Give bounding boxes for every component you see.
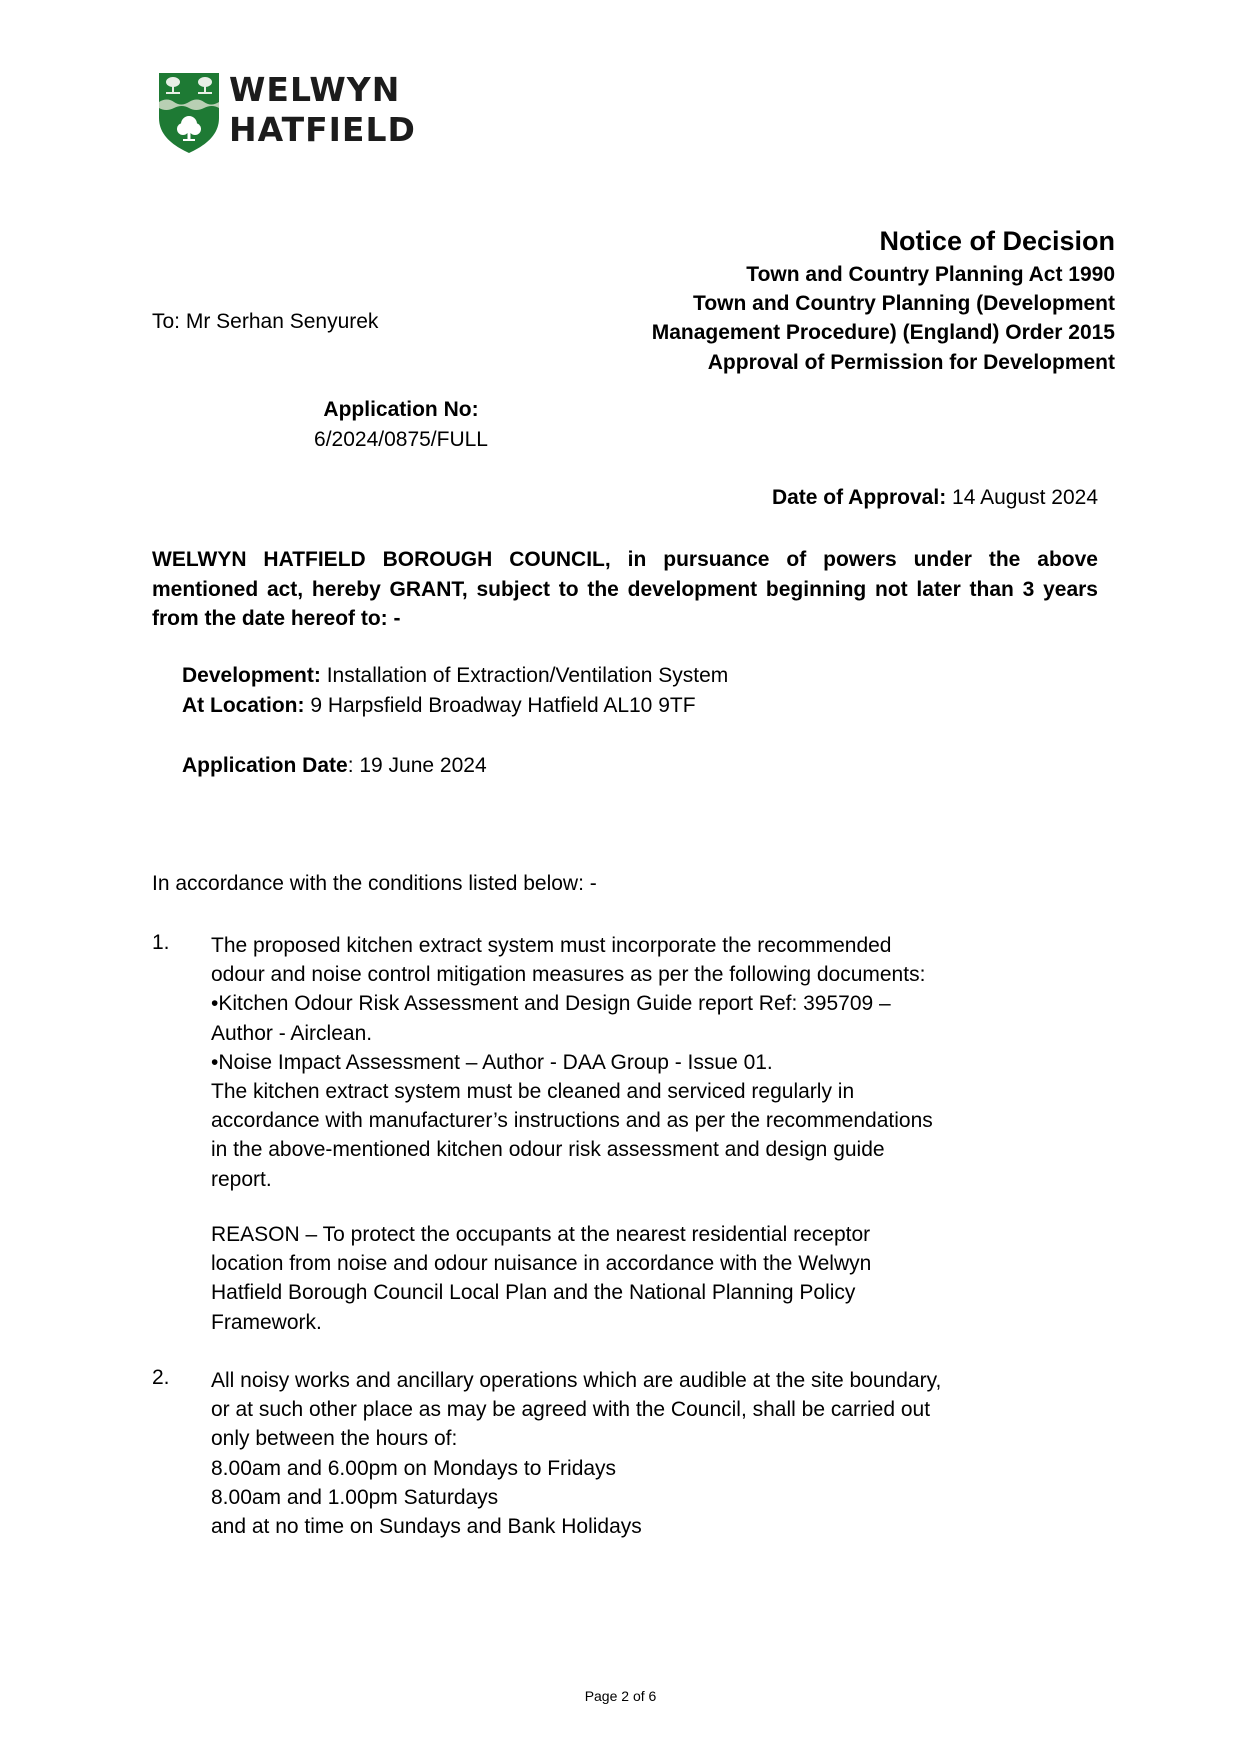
date-of-approval xyxy=(772,486,1098,510)
application-number-label: Application No: xyxy=(323,398,479,421)
notice-title: Notice of Decision xyxy=(879,226,1115,256)
condition-1-line: accordance with manufacturer’s instructions and as per the recommendations xyxy=(211,1109,933,1133)
condition-1-reason xyxy=(211,1220,1111,1337)
application-date-label: Application Date xyxy=(182,754,348,777)
condition-1-line: •Kitchen Odour Risk Assessment and Design Guide report Ref: 395709 – xyxy=(211,992,891,1016)
condition-2-line: and at no time on Sundays and Bank Holidays xyxy=(211,1515,642,1539)
condition-1-text xyxy=(211,931,1111,1194)
application-date-value: : 19 June 2024 xyxy=(347,754,487,777)
application-date-row xyxy=(182,754,487,778)
reason-line: location from noise and odour nuisance in accordance with the Welwyn xyxy=(211,1252,872,1276)
location-row xyxy=(182,694,696,718)
header-subtitle-3: Management Procedure) (England) Order 2015 xyxy=(651,321,1115,344)
location-label: At Location: xyxy=(182,694,305,717)
page-number: Page 2 of 6 xyxy=(584,1688,657,1704)
header-subtitle-4: Approval of Permission for Development xyxy=(707,351,1115,374)
conditions-intro: In accordance with the conditions listed below: - xyxy=(152,872,597,895)
date-of-approval-value: 14 August 2024 xyxy=(952,486,1098,509)
location-value: 9 Harpsfield Broadway Hatfield AL10 9TF xyxy=(310,694,696,717)
condition-2-line: 8.00am and 1.00pm Saturdays xyxy=(211,1485,499,1509)
condition-1-line: The kitchen extract system must be cleaned and serviced regularly in xyxy=(211,1080,855,1104)
date-of-approval-label: Date of Approval: xyxy=(771,486,947,509)
header-subtitle-2: Town and Country Planning (Development xyxy=(693,292,1115,315)
condition-1-number: 1. xyxy=(152,931,170,954)
reason-line: Hatfield Borough Council Local Plan and the National Planning Policy xyxy=(211,1281,856,1305)
logo-line-1: WELWYN xyxy=(229,70,401,109)
development-value: Installation of Extraction/Ventilation System xyxy=(326,664,729,687)
condition-2-text xyxy=(211,1366,1111,1541)
condition-1-line: odour and noise control mitigation measures as per the following documents: xyxy=(211,963,926,987)
condition-2-line: only between the hours of: xyxy=(211,1427,458,1451)
development-label: Development: xyxy=(182,664,321,687)
logo-wordmark xyxy=(229,70,416,150)
council-logo xyxy=(158,70,416,154)
header-subtitle-1: Town and Country Planning Act 1990 xyxy=(746,263,1115,286)
condition-1-line: report. xyxy=(211,1167,272,1191)
condition-2-number: 2. xyxy=(152,1366,170,1389)
condition-1-line: Author - Airclean. xyxy=(211,1021,373,1045)
grant-paragraph: WELWYN HATFIELD BOROUGH COUNCIL, in pursuance of powers under the above mentioned act, hereby GRANT, subject to the development beginning not later than 3 years from the date hereof to: - xyxy=(152,548,1098,630)
condition-1-line: The proposed kitchen extract system must incorporate the recommended xyxy=(211,934,892,957)
shield-crest-icon xyxy=(158,72,220,154)
condition-1-line: in the above-mentioned kitchen odour risk assessment and design guide xyxy=(211,1138,885,1162)
condition-2-line: All noisy works and ancillary operations which are audible at the site boundary, xyxy=(211,1369,942,1392)
reason-line: REASON – To protect the occupants at the nearest residential receptor xyxy=(211,1223,871,1246)
condition-2-line: or at such other place as may be agreed with the Council, shall be carried out xyxy=(211,1398,931,1422)
logo-line-2: HATFIELD xyxy=(229,110,416,149)
condition-1-line: •Noise Impact Assessment – Author - DAA Group - Issue 01. xyxy=(211,1050,773,1074)
recipient: To: Mr Serhan Senyurek xyxy=(152,310,379,333)
reason-line: Framework. xyxy=(211,1310,322,1334)
condition-2-line: 8.00am and 6.00pm on Mondays to Fridays xyxy=(211,1456,617,1480)
development-row xyxy=(182,664,728,688)
application-number: 6/2024/0875/FULL xyxy=(314,428,488,451)
